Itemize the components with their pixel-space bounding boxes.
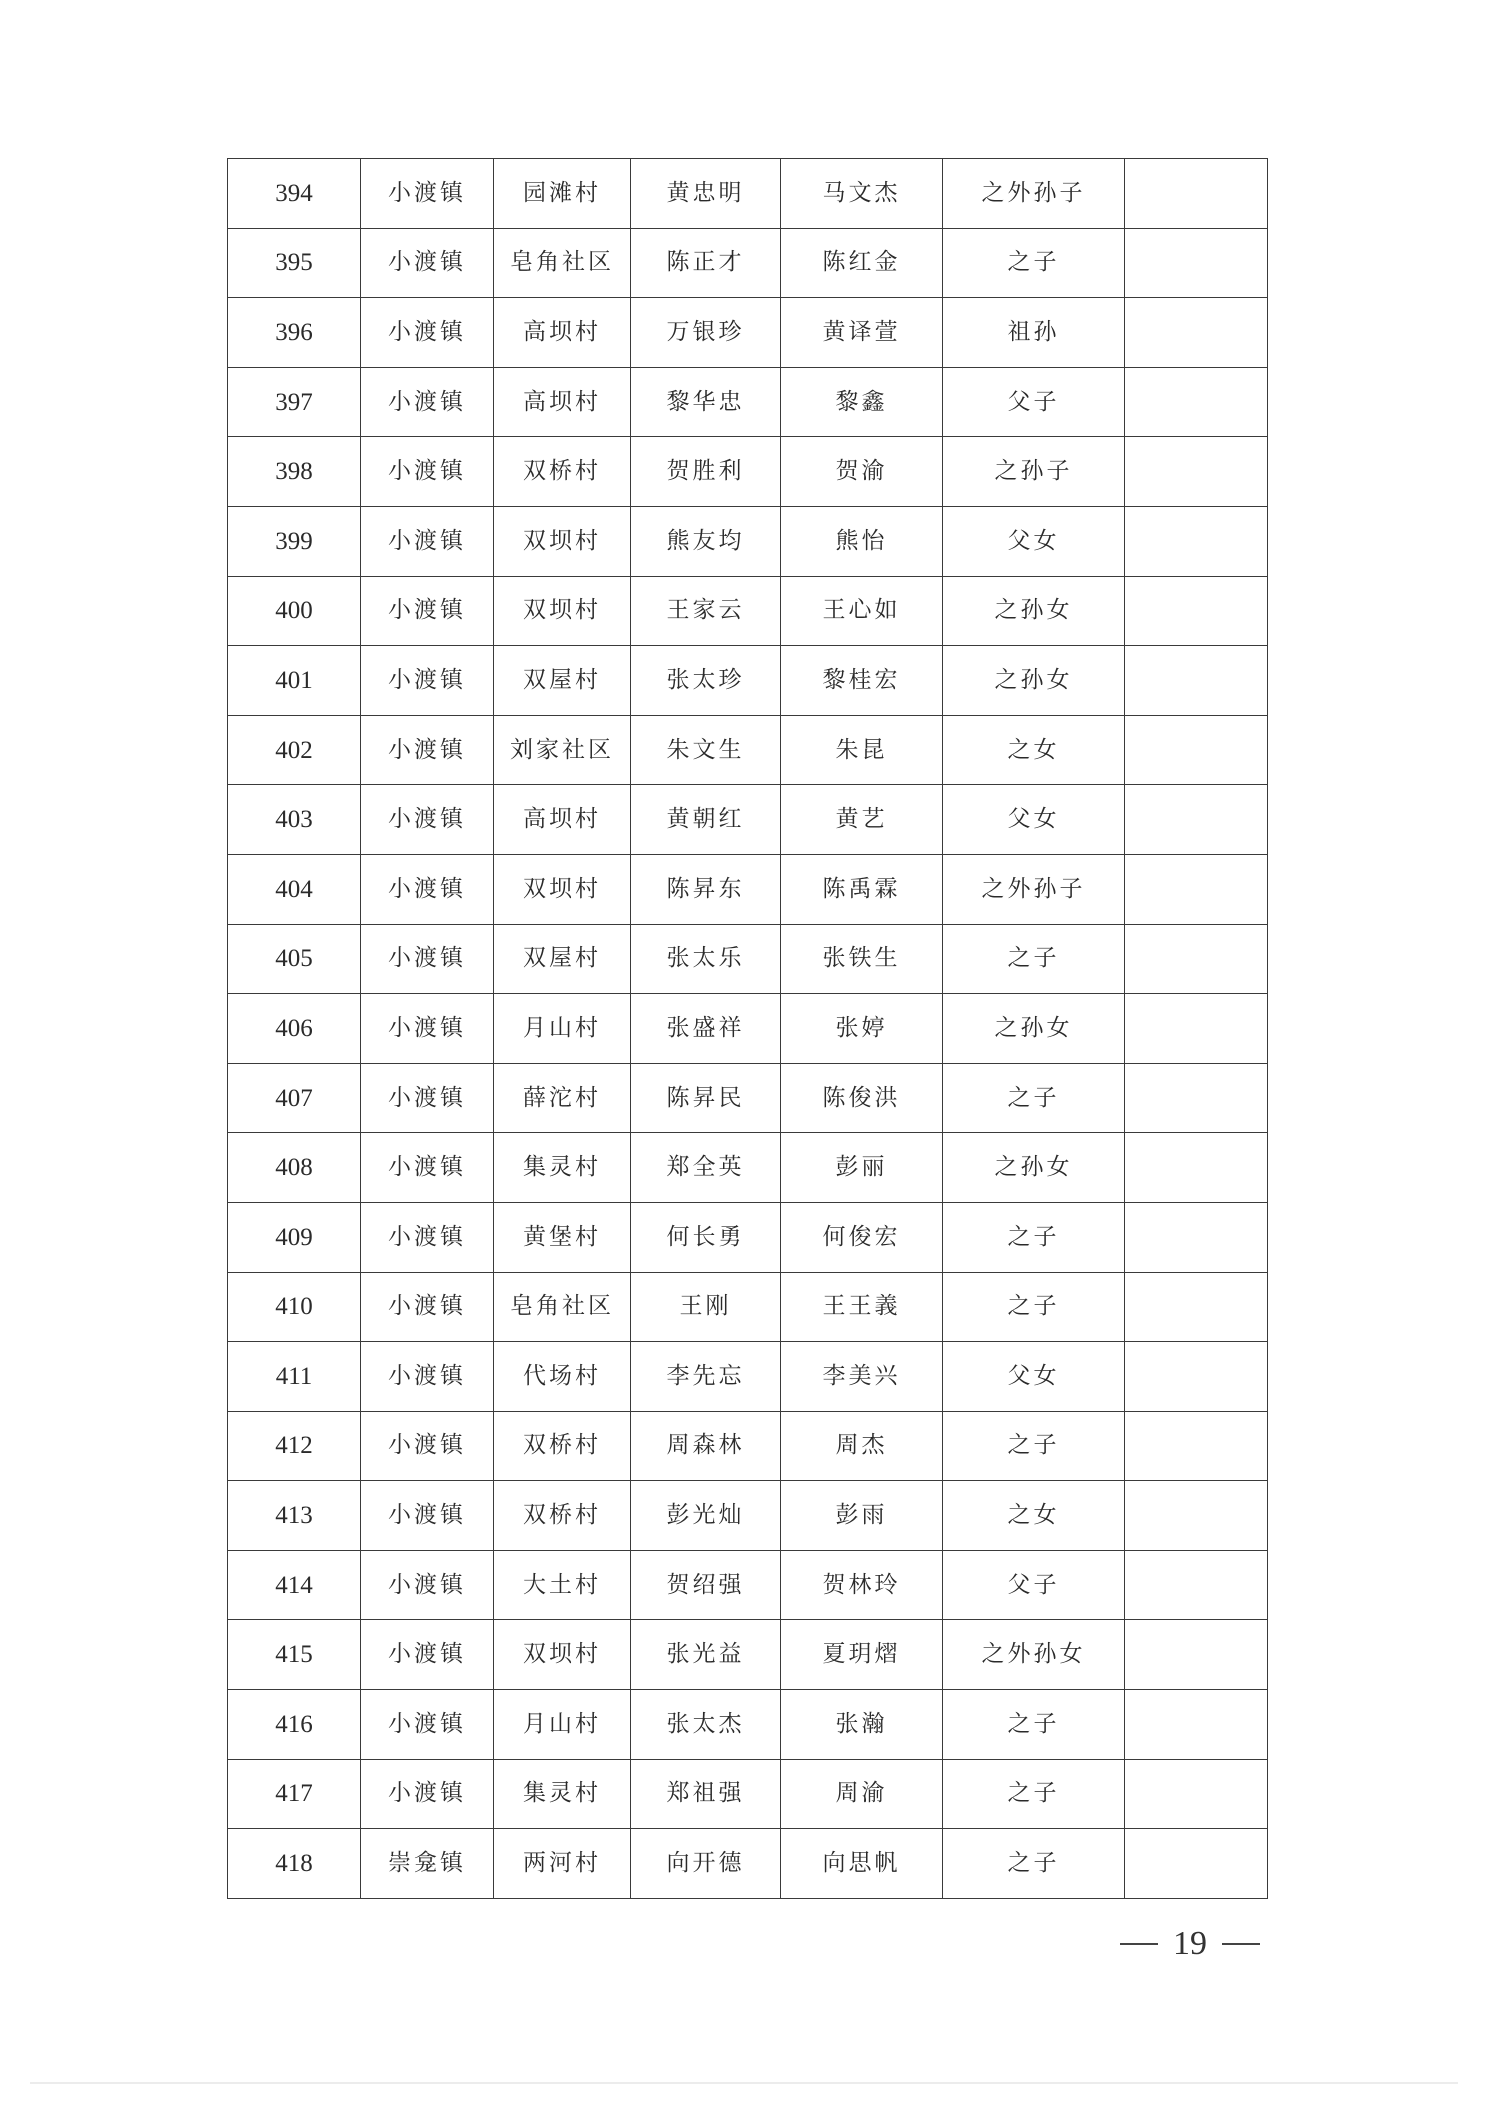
relationship-cell: 之女 [943,715,1125,785]
right-dash [1222,1943,1260,1945]
remarks-cell [1125,1550,1268,1620]
relative-name-cell: 朱昆 [781,715,943,785]
remarks-cell [1125,1620,1268,1690]
relative-name-cell: 李美兴 [781,1342,943,1412]
relationship-cell: 之外孙子 [943,854,1125,924]
row-number-cell: 414 [228,1550,361,1620]
row-number-cell: 417 [228,1759,361,1829]
applicant-name-cell: 熊友均 [631,506,781,576]
remarks-cell [1125,437,1268,507]
row-number-cell: 409 [228,1202,361,1272]
relative-name-cell: 贺渝 [781,437,943,507]
remarks-cell [1125,1411,1268,1481]
table-row [228,1759,1268,1829]
town-cell: 小渡镇 [361,854,494,924]
town-cell: 小渡镇 [361,646,494,716]
relationship-cell: 之孙女 [943,646,1125,716]
table-row [228,1342,1268,1412]
applicant-name-cell: 郑全英 [631,1133,781,1203]
row-number-cell: 412 [228,1411,361,1481]
applicant-name-cell: 贺胜利 [631,437,781,507]
village-cell: 双屋村 [494,924,631,994]
relative-name-cell: 周杰 [781,1411,943,1481]
relative-name-cell: 王心如 [781,576,943,646]
town-cell: 小渡镇 [361,1620,494,1690]
town-cell: 小渡镇 [361,367,494,437]
town-cell: 小渡镇 [361,1272,494,1342]
remarks-cell [1125,159,1268,229]
village-cell: 高坝村 [494,785,631,855]
applicant-name-cell: 贺绍强 [631,1550,781,1620]
town-cell: 小渡镇 [361,1202,494,1272]
relationship-cell: 之外孙女 [943,1620,1125,1690]
row-number-cell: 418 [228,1829,361,1899]
village-cell: 月山村 [494,1690,631,1760]
relationship-cell: 之子 [943,1690,1125,1760]
village-cell: 高坝村 [494,367,631,437]
village-cell: 黄堡村 [494,1202,631,1272]
table-row [228,1829,1268,1899]
remarks-cell [1125,924,1268,994]
applicant-name-cell: 彭光灿 [631,1481,781,1551]
relationship-cell: 之子 [943,1272,1125,1342]
relationship-cell: 之子 [943,1411,1125,1481]
relationship-cell: 父子 [943,1550,1125,1620]
village-cell: 代场村 [494,1342,631,1412]
relationship-cell: 之孙女 [943,1133,1125,1203]
applicant-name-cell: 黎华忠 [631,367,781,437]
remarks-cell [1125,298,1268,368]
table-body [228,159,1268,1899]
town-cell: 小渡镇 [361,715,494,785]
applicant-name-cell: 王家云 [631,576,781,646]
row-number-cell: 401 [228,646,361,716]
table-row [228,1133,1268,1203]
row-number-cell: 404 [228,854,361,924]
relative-name-cell: 黄艺 [781,785,943,855]
row-number-cell: 415 [228,1620,361,1690]
table-row [228,1411,1268,1481]
applicant-name-cell: 陈正才 [631,228,781,298]
table-row [228,298,1268,368]
town-cell: 小渡镇 [361,924,494,994]
town-cell: 崇龛镇 [361,1829,494,1899]
village-cell: 园滩村 [494,159,631,229]
applicant-name-cell: 张光益 [631,1620,781,1690]
town-cell: 小渡镇 [361,437,494,507]
relative-name-cell: 黎桂宏 [781,646,943,716]
village-cell: 月山村 [494,994,631,1064]
remarks-cell [1125,646,1268,716]
table-row [228,646,1268,716]
applicant-name-cell: 何长勇 [631,1202,781,1272]
village-cell: 双屋村 [494,646,631,716]
row-number-cell: 413 [228,1481,361,1551]
relative-name-cell: 张婷 [781,994,943,1064]
remarks-cell [1125,367,1268,437]
row-number-cell: 398 [228,437,361,507]
applicant-name-cell: 周森林 [631,1411,781,1481]
relationship-cell: 之子 [943,1202,1125,1272]
table-row [228,715,1268,785]
applicant-name-cell: 张太乐 [631,924,781,994]
remarks-cell [1125,1759,1268,1829]
relationship-cell: 之子 [943,1829,1125,1899]
relative-name-cell: 陈禹霖 [781,854,943,924]
relative-name-cell: 向思帆 [781,1829,943,1899]
table-row [228,1690,1268,1760]
roster-table [227,158,1268,1899]
relative-name-cell: 夏玥熠 [781,1620,943,1690]
town-cell: 小渡镇 [361,994,494,1064]
table-row [228,506,1268,576]
relationship-cell: 父女 [943,1342,1125,1412]
page-footer [1120,1924,1260,1964]
table-row [228,437,1268,507]
applicant-name-cell: 黄朝红 [631,785,781,855]
table-row [228,1481,1268,1551]
remarks-cell [1125,228,1268,298]
table-row [228,1620,1268,1690]
applicant-name-cell: 黄忠明 [631,159,781,229]
relative-name-cell: 陈红金 [781,228,943,298]
town-cell: 小渡镇 [361,1342,494,1412]
town-cell: 小渡镇 [361,1690,494,1760]
applicant-name-cell: 张太珍 [631,646,781,716]
applicant-name-cell: 向开德 [631,1829,781,1899]
row-number-cell: 405 [228,924,361,994]
remarks-cell [1125,1063,1268,1133]
village-cell: 双坝村 [494,1620,631,1690]
town-cell: 小渡镇 [361,506,494,576]
table-row [228,159,1268,229]
remarks-cell [1125,854,1268,924]
relative-name-cell: 何俊宏 [781,1202,943,1272]
table-row [228,1202,1268,1272]
table-row [228,924,1268,994]
village-cell: 大土村 [494,1550,631,1620]
table-row [228,1063,1268,1133]
row-number-cell: 394 [228,159,361,229]
relationship-cell: 之子 [943,1063,1125,1133]
remarks-cell [1125,1272,1268,1342]
remarks-cell [1125,715,1268,785]
row-number-cell: 396 [228,298,361,368]
village-cell: 皂角社区 [494,228,631,298]
relative-name-cell: 张铁生 [781,924,943,994]
row-number-cell: 407 [228,1063,361,1133]
village-cell: 双桥村 [494,1411,631,1481]
row-number-cell: 399 [228,506,361,576]
relative-name-cell: 熊怡 [781,506,943,576]
village-cell: 刘家社区 [494,715,631,785]
row-number-cell: 406 [228,994,361,1064]
relationship-cell: 之子 [943,924,1125,994]
town-cell: 小渡镇 [361,298,494,368]
applicant-name-cell: 陈昇民 [631,1063,781,1133]
applicant-name-cell: 朱文生 [631,715,781,785]
town-cell: 小渡镇 [361,785,494,855]
relative-name-cell: 王王義 [781,1272,943,1342]
relationship-cell: 之外孙子 [943,159,1125,229]
relative-name-cell: 周渝 [781,1759,943,1829]
town-cell: 小渡镇 [361,228,494,298]
relationship-cell: 父女 [943,506,1125,576]
table-row [228,228,1268,298]
row-number-cell: 403 [228,785,361,855]
village-cell: 双坝村 [494,506,631,576]
row-number-cell: 416 [228,1690,361,1760]
applicant-name-cell: 万银珍 [631,298,781,368]
row-number-cell: 397 [228,367,361,437]
relative-name-cell: 贺林玲 [781,1550,943,1620]
village-cell: 双桥村 [494,437,631,507]
applicant-name-cell: 王刚 [631,1272,781,1342]
remarks-cell [1125,1481,1268,1551]
remarks-cell [1125,1342,1268,1412]
applicant-name-cell: 张太杰 [631,1690,781,1760]
village-cell: 皂角社区 [494,1272,631,1342]
village-cell: 集灵村 [494,1759,631,1829]
scan-bottom-edge [30,2082,1458,2084]
remarks-cell [1125,1202,1268,1272]
row-number-cell: 395 [228,228,361,298]
relationship-cell: 祖孙 [943,298,1125,368]
remarks-cell [1125,1829,1268,1899]
relationship-cell: 之孙子 [943,437,1125,507]
table-row [228,367,1268,437]
town-cell: 小渡镇 [361,1550,494,1620]
relationship-cell: 父子 [943,367,1125,437]
relationship-cell: 之子 [943,1759,1125,1829]
table-row [228,576,1268,646]
relative-name-cell: 黎鑫 [781,367,943,437]
town-cell: 小渡镇 [361,1133,494,1203]
relative-name-cell: 张瀚 [781,1690,943,1760]
town-cell: 小渡镇 [361,1759,494,1829]
town-cell: 小渡镇 [361,1063,494,1133]
village-cell: 薛沱村 [494,1063,631,1133]
applicant-name-cell: 张盛祥 [631,994,781,1064]
relative-name-cell: 黄译萱 [781,298,943,368]
applicant-name-cell: 陈昇东 [631,854,781,924]
relative-name-cell: 彭雨 [781,1481,943,1551]
town-cell: 小渡镇 [361,1411,494,1481]
remarks-cell [1125,1690,1268,1760]
relationship-cell: 之孙女 [943,576,1125,646]
table-row [228,1272,1268,1342]
village-cell: 集灵村 [494,1133,631,1203]
relative-name-cell: 陈俊洪 [781,1063,943,1133]
applicant-name-cell: 郑祖强 [631,1759,781,1829]
relationship-cell: 之孙女 [943,994,1125,1064]
relationship-cell: 之子 [943,228,1125,298]
remarks-cell [1125,1133,1268,1203]
page-number: 19 [1173,1925,1207,1962]
town-cell: 小渡镇 [361,576,494,646]
relationship-cell: 父女 [943,785,1125,855]
row-number-cell: 408 [228,1133,361,1203]
relative-name-cell: 彭丽 [781,1133,943,1203]
left-dash [1120,1943,1158,1945]
table-row [228,994,1268,1064]
town-cell: 小渡镇 [361,159,494,229]
table-row [228,1550,1268,1620]
remarks-cell [1125,506,1268,576]
village-cell: 双坝村 [494,576,631,646]
remarks-cell [1125,576,1268,646]
applicant-name-cell: 李先忘 [631,1342,781,1412]
row-number-cell: 410 [228,1272,361,1342]
row-number-cell: 400 [228,576,361,646]
village-cell: 双桥村 [494,1481,631,1551]
village-cell: 双坝村 [494,854,631,924]
village-cell: 高坝村 [494,298,631,368]
table-row [228,785,1268,855]
table-row [228,854,1268,924]
relationship-cell: 之女 [943,1481,1125,1551]
village-cell: 两河村 [494,1829,631,1899]
remarks-cell [1125,994,1268,1064]
relative-name-cell: 马文杰 [781,159,943,229]
town-cell: 小渡镇 [361,1481,494,1551]
remarks-cell [1125,785,1268,855]
row-number-cell: 411 [228,1342,361,1412]
row-number-cell: 402 [228,715,361,785]
